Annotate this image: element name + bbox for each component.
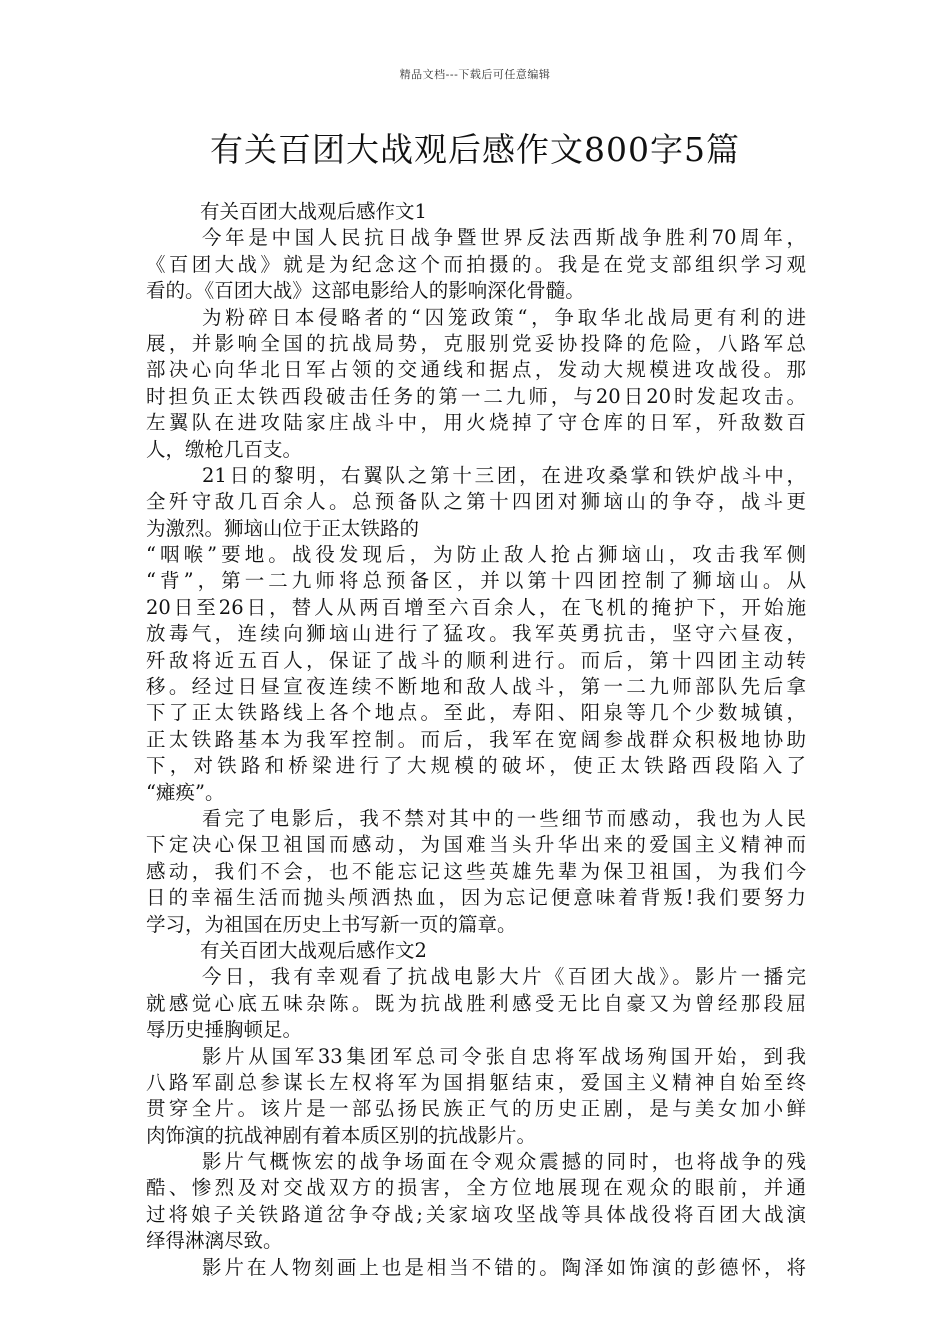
header-note: 精品文档---下载后可任意编辑	[399, 68, 551, 81]
text-line: 影片气概恢宏的战争场面在令观众震撼的同时，也将战争的残	[202, 1150, 806, 1174]
text-line: “瘫痪”。	[146, 780, 225, 804]
text-line: 为激烈。狮垴山位于正太铁路的	[146, 516, 420, 540]
text-line: 感动，我们不会，也不能忘记这些英雄先辈为保卫祖国，为我们今	[146, 859, 806, 883]
text-line: 下，对铁路和桥梁进行了大规模的破坏，使正太铁路西段陷入了	[146, 754, 806, 778]
text-line: 辱历史捶胸顿足。	[146, 1018, 303, 1042]
document-title: 有关百团大战观后感作文800字5篇	[210, 130, 740, 169]
section-heading-1: 有关百团大战观后感作文1	[200, 200, 427, 223]
text-line: 移。经过日昼宣夜连续不断地和敌人战斗，第一二九师部队先后拿	[146, 675, 806, 699]
document-body	[146, 199, 806, 1281]
text-line: “咽喉”要地。战役发现后，为防止敌人抢占狮垴山，攻击我军侧	[146, 543, 806, 567]
text-line: 20日至26日，替人从两百增至六百余人，在飞机的掩护下，开始施	[146, 595, 806, 619]
text-line: 部决心向华北日军占领的交通线和据点，发动大规模进攻战役。那	[146, 358, 806, 382]
text-line: 时担负正太铁西段破击任务的第一二九师，与20日20时发起攻击。	[146, 384, 806, 408]
text-line: 21日的黎明，右翼队之第十三团，在进攻桑掌和铁炉战斗中，	[202, 463, 806, 487]
text-line: 贯穿全片。该片是一部弘扬民族正气的历史正剧，是与美女加小鲜	[146, 1097, 806, 1121]
text-line: 影片从国军33集团军总司令张自忠将军战场殉国开始，到我	[202, 1044, 806, 1068]
text-line: 下定决心保卫祖国而感动，为国难当头升华出来的爱国主义精神而	[146, 833, 806, 857]
text-line: 就感觉心底五味杂陈。既为抗战胜利感受无比自豪又为曾经那段屈	[146, 991, 806, 1015]
text-line: 看完了电影后，我不禁对其中的一些细节而感动，我也为人民	[202, 806, 806, 830]
text-line: 歼敌将近五百人，保证了战斗的顺利进行。而后，第十四团主动转	[146, 648, 806, 672]
text-line: 今年是中国人民抗日战争暨世界反法西斯战争胜利70周年，	[202, 226, 806, 250]
text-line: 左翼队在进攻陆家庄战斗中，用火烧掉了守仓库的日军，歼敌数百	[146, 411, 806, 435]
text-line: 展，并影响全国的抗战局势，克服别党妥协投降的危险，八路军总	[146, 331, 806, 355]
text-line: 绎得淋漓尽致。	[146, 1229, 283, 1253]
text-line: 为粉碎日本侵略者的“囚笼政策“，争取华北战局更有利的进	[202, 305, 806, 329]
text-line: “背”，第一二九师将总预备区，并以第十四团控制了狮垴山。从	[146, 569, 806, 593]
text-line: 下了正太铁路线上各个地点。至此，寿阳、阳泉等几个少数城镇，	[146, 701, 806, 725]
text-line: 过将娘子关铁路道岔争夺战;关家垴攻坚战等具体战役将百团大战演	[146, 1202, 806, 1226]
section-heading-2: 有关百团大战观后感作文2	[200, 938, 427, 962]
text-line: 人，缴枪几百支。	[146, 437, 303, 461]
text-line: 《百团大战》就是为纪念这个而拍摄的。我是在党支部组织学习观	[146, 252, 806, 276]
text-line: 肉饰演的抗战神剧有着本质区别的抗战影片。	[146, 1123, 537, 1147]
text-line: 放毒气，连续向狮垴山进行了猛攻。我军英勇抗击，坚守六昼夜，	[146, 622, 806, 646]
text-line: 八路军副总参谋长左权将军为国捐躯结束，爱国主义精神自始至终	[146, 1070, 806, 1094]
text-line: 看的。《百团大战》这部电影给人的影响深化骨髓。	[146, 279, 585, 303]
text-line: 学习，为祖国在历史上书写新一页的篇章。	[146, 912, 517, 936]
text-line: 正太铁路基本为我军控制。而后，我军在宽阔参战群众积极地协助	[146, 727, 806, 751]
text-line: 影片在人物刻画上也是相当不错的。陶泽如饰演的彭德怀，将	[202, 1255, 806, 1279]
text-line: 日的幸福生活而抛头颅洒热血，因为忘记便意味着背叛!我们要努力	[146, 886, 806, 910]
text-line: 酷、惨烈及对交战双方的损害，全方位地展现在观众的眼前，并通	[146, 1176, 806, 1200]
text-line: 今日，我有幸观看了抗战电影大片《百团大战》。影片一播完	[202, 965, 806, 989]
text-line: 全歼守敌几百余人。总预备队之第十四团对狮垴山的争夺，战斗更	[146, 490, 806, 514]
